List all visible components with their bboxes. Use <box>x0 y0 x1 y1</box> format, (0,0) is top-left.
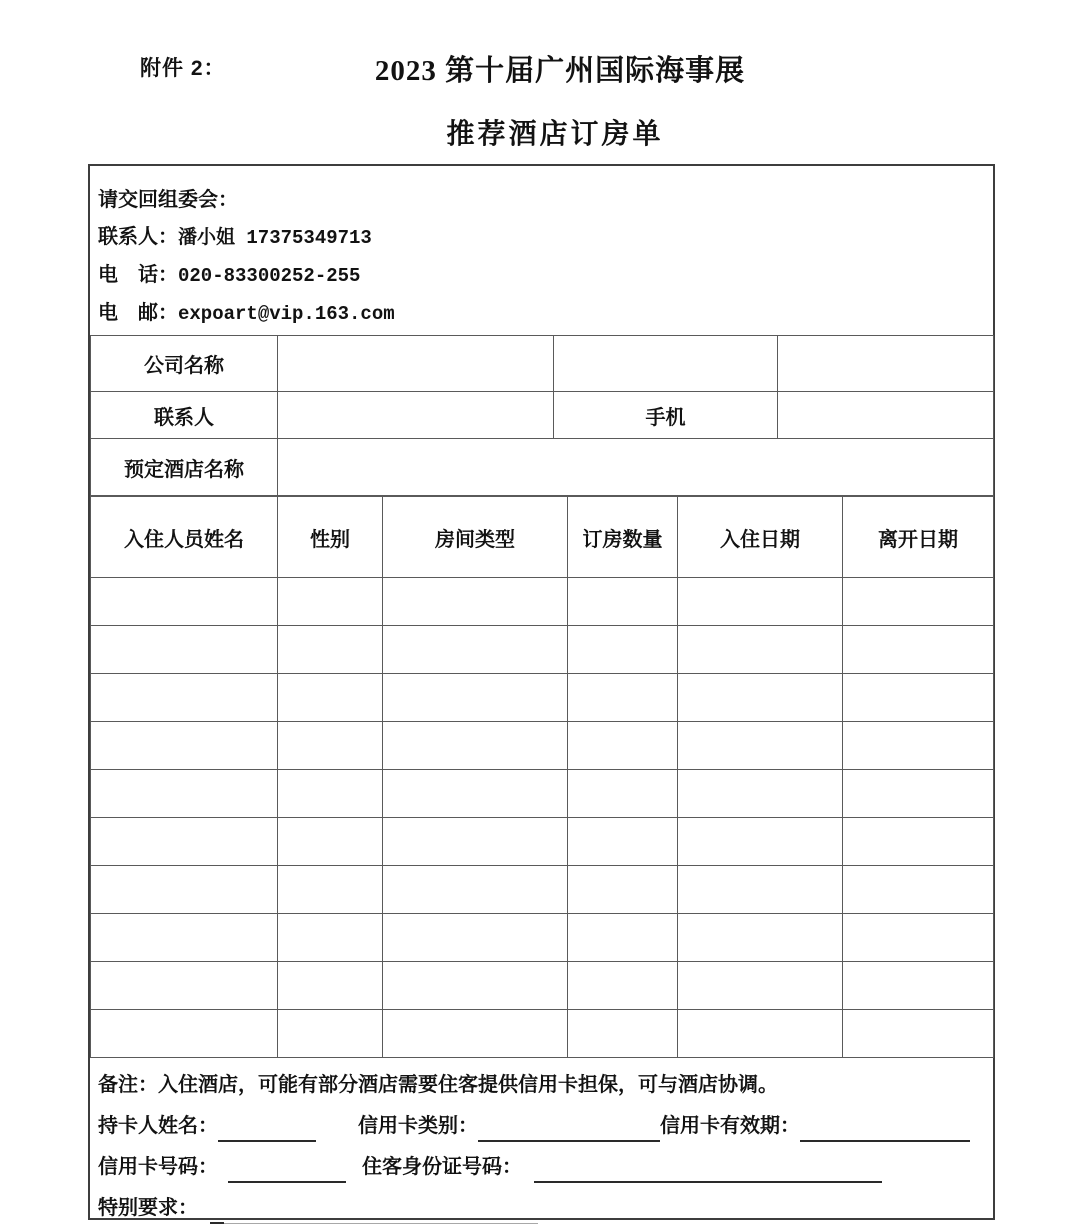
contact-person-row <box>91 392 994 439</box>
committee-phone-line <box>98 257 993 295</box>
guest-table-empty-cell <box>91 626 278 674</box>
guest-table-empty-cell <box>678 722 843 770</box>
guest-table-empty-cell <box>91 962 278 1010</box>
guest-table-empty-cell <box>678 578 843 626</box>
guest-table-empty-cell <box>678 914 843 962</box>
card-expiry-blank <box>800 1122 970 1142</box>
column-header-room-quantity: 订房数量 <box>568 497 678 578</box>
guest-table-empty-cell <box>678 770 843 818</box>
guest-table-empty-cell <box>568 962 678 1010</box>
column-header-gender: 性别 <box>278 497 383 578</box>
committee-contact-value: 潘小姐 17375349713 <box>178 227 372 249</box>
guest-table-empty-cell <box>678 1010 843 1058</box>
column-header-checkin-date: 入住日期 <box>678 497 843 578</box>
remark-line: 备注：入住酒店，可能有部分酒店需要住客提供信用卡担保，可与酒店协调。 <box>98 1074 778 1096</box>
document-title: 2023 第十届广州国际海事展 <box>374 55 746 87</box>
company-name-row <box>91 336 994 392</box>
cardholder-line <box>98 1111 983 1142</box>
booking-form-box <box>88 164 995 1220</box>
guest-table-empty-cell <box>278 674 383 722</box>
committee-contact-label: 联系人： <box>98 226 178 248</box>
guest-id-blank <box>534 1163 882 1183</box>
guest-table-empty-cell <box>568 674 678 722</box>
guest-table-empty-cell <box>568 818 678 866</box>
guest-table-empty-row <box>91 722 994 770</box>
contact-person-cell <box>278 392 554 439</box>
card-number-line <box>98 1152 983 1183</box>
committee-email-line <box>98 295 993 333</box>
guest-table-empty-cell <box>678 626 843 674</box>
hotel-name-row <box>91 439 994 496</box>
column-header-checkout-date: 离开日期 <box>843 497 994 578</box>
guest-table-empty-cell <box>843 578 994 626</box>
guest-table-empty-cell <box>383 626 568 674</box>
guest-table-empty-cell <box>383 1010 568 1058</box>
guest-table-empty-cell <box>383 770 568 818</box>
guest-table-empty-cell <box>91 914 278 962</box>
guest-table-empty-cell <box>91 866 278 914</box>
guest-table-empty-cell <box>383 914 568 962</box>
document-subtitle: 推荐酒店订房单 <box>446 119 664 150</box>
committee-phone-label: 电 话： <box>98 264 178 286</box>
guest-table-empty-cell <box>678 818 843 866</box>
guest-table-empty-cell <box>843 770 994 818</box>
guest-table-empty-cell <box>383 674 568 722</box>
guest-table-empty-row <box>91 962 994 1010</box>
guest-table-empty-cell <box>91 1010 278 1058</box>
guest-table-empty-row <box>91 674 994 722</box>
guest-table-empty-cell <box>843 626 994 674</box>
guest-table-empty-cell <box>568 770 678 818</box>
company-name-cell <box>278 336 554 392</box>
card-type-blank <box>478 1122 660 1142</box>
special-request-line <box>98 1193 983 1224</box>
guest-id-label: 住客身份证号码： <box>362 1156 522 1178</box>
cardholder-name-blank <box>218 1122 316 1142</box>
mobile-cell <box>778 392 994 439</box>
guest-table-empty-cell <box>568 578 678 626</box>
guest-table-empty-cell <box>568 866 678 914</box>
guest-table-empty-cell <box>91 578 278 626</box>
guest-table-empty-cell <box>843 674 994 722</box>
guest-table-empty-cell <box>843 1010 994 1058</box>
guest-table-empty-cell <box>91 722 278 770</box>
guest-table-empty-cell <box>383 722 568 770</box>
attachment-label: 附件 2： <box>140 57 226 80</box>
committee-email-label: 电 邮： <box>98 302 178 324</box>
guest-table-empty-cell <box>91 770 278 818</box>
guest-table-empty-cell <box>278 626 383 674</box>
guest-table-empty-cell <box>568 914 678 962</box>
guest-table-header-row <box>91 497 994 578</box>
company-name-extra-cell-2 <box>778 336 994 392</box>
guest-table-empty-cell <box>843 962 994 1010</box>
guest-table-empty-cell <box>278 578 383 626</box>
committee-contact-line <box>98 219 993 257</box>
card-number-label: 信用卡号码： <box>98 1156 218 1178</box>
guest-table-empty-cell <box>568 1010 678 1058</box>
guest-table-empty-cell <box>678 674 843 722</box>
guest-table-empty-cell <box>278 962 383 1010</box>
company-name-label: 公司名称 <box>91 336 278 392</box>
guest-booking-table <box>90 496 994 1058</box>
guest-table-empty-cell <box>568 626 678 674</box>
committee-email-value: expoart@vip.163.com <box>178 303 395 325</box>
remarks-section <box>90 1058 993 1218</box>
mobile-label: 手机 <box>554 392 778 439</box>
guest-table-empty-cell <box>278 914 383 962</box>
contact-person-label: 联系人 <box>91 392 278 439</box>
column-header-room-type: 房间类型 <box>383 497 568 578</box>
guest-table-empty-cell <box>278 770 383 818</box>
hotel-name-cell <box>278 439 994 496</box>
guest-table-empty-cell <box>383 818 568 866</box>
guest-table-empty-row <box>91 1010 994 1058</box>
hotel-name-label: 预定酒店名称 <box>91 439 278 496</box>
guest-table-empty-row <box>91 818 994 866</box>
committee-phone-value: 020-83300252-255 <box>178 265 361 287</box>
guest-table-empty-row <box>91 578 994 626</box>
guest-table-empty-row <box>91 866 994 914</box>
guest-table-empty-cell <box>843 914 994 962</box>
column-header-guest-name: 入住人员姓名 <box>91 497 278 578</box>
card-type-label: 信用卡类别： <box>358 1115 478 1137</box>
guest-table-empty-cell <box>843 866 994 914</box>
guest-table-empty-row <box>91 770 994 818</box>
committee-info-box <box>90 166 993 335</box>
guest-table-empty-cell <box>91 674 278 722</box>
guest-table-empty-cell <box>843 818 994 866</box>
company-name-extra-cell-1 <box>554 336 778 392</box>
guest-table-empty-cell <box>278 866 383 914</box>
guest-table-empty-cell <box>678 962 843 1010</box>
guest-table-empty-cell <box>278 722 383 770</box>
guest-table-empty-cell <box>278 818 383 866</box>
guest-table-empty-cell <box>383 866 568 914</box>
card-number-blank <box>228 1163 346 1183</box>
guest-table-empty-cell <box>843 722 994 770</box>
guest-table-empty-cell <box>91 818 278 866</box>
company-info-table <box>90 335 994 496</box>
card-expiry-label: 信用卡有效期： <box>660 1115 800 1137</box>
special-request-blank <box>224 1204 538 1224</box>
special-request-label: 特别要求： <box>98 1197 198 1219</box>
guest-table-empty-cell <box>278 1010 383 1058</box>
guest-table-empty-cell <box>383 962 568 1010</box>
return-to-committee-line: 请交回组委会： <box>98 189 238 211</box>
cardholder-name-label: 持卡人姓名： <box>98 1115 218 1137</box>
special-request-blank-start <box>210 1204 224 1224</box>
guest-table-empty-cell <box>678 866 843 914</box>
guest-table-empty-row <box>91 914 994 962</box>
guest-table-empty-row <box>91 626 994 674</box>
guest-table-empty-cell <box>383 578 568 626</box>
guest-table-empty-cell <box>568 722 678 770</box>
